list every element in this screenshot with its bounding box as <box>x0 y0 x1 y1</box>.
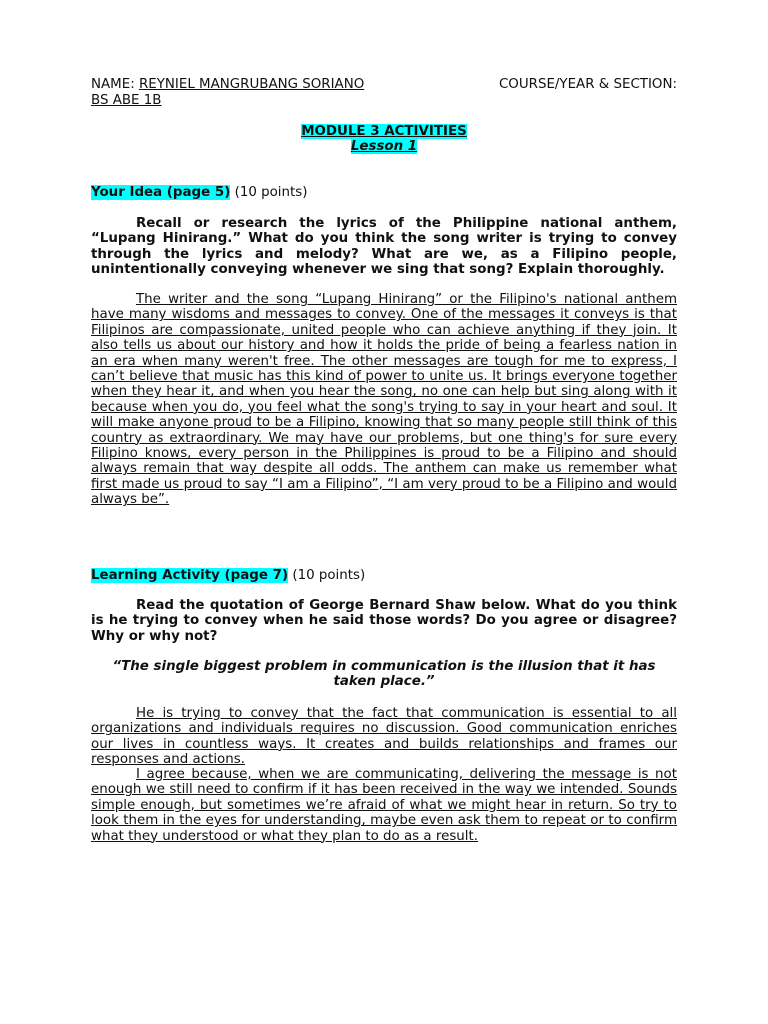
section2-heading: Learning Activity (page 7) <box>91 568 289 583</box>
section1-points: (10 points) <box>234 185 308 200</box>
section2-heading-row <box>91 568 677 583</box>
section1-question: Recall or research the lyrics of the Philippine national anthem, “Lupang Hinirang.” What do you think the song writer is trying to convey through the lyrics and melody? What are we, as a Filipino people, unintentionally conveying whenever we sing that song? Explain thoroughly. <box>91 216 677 278</box>
section1-heading-row <box>91 185 677 200</box>
shaw-quote: “The single biggest problem in communication is the illusion that it has taken place.” <box>112 659 656 690</box>
name-label: NAME: <box>91 77 135 92</box>
course-value: BS ABE 1B <box>91 93 162 108</box>
section2-question: Read the quotation of George Bernard Shaw below. What do you think is he trying to convey when he said those words? Do you agree or disagree? Why or why not? <box>91 598 677 644</box>
name-value: REYNIEL MANGRUBANG SORIANO <box>138 77 365 92</box>
section1-answer: The writer and the song “Lupang Hinirang” or the Filipino's national anthem have many wisdoms and messages to convey. One of the messages it conveys is that Filipinos are compassionate, united people who can achieve anything if they join. It also tells us about our history and how it holds the pride of being a fearless nation in an era when many weren't free. The other messages are tough for me to express, I can’t believe that music has this kind of power to unite us. It brings everyone together when they hear it, and when you hear the song, no one can help but sing along with it because when you do, you feel what the song's trying to say in your heart and soul. It will make anyone proud to be a Filipino, knowing that so many people still think of this country as extraordinary. We may have our problems, but one thing's for sure every Filipino knows, every person in the Philippines is proud to be a Filipino and should always remain that way despite all odds. The anthem can make us remember what first made us proud to say “I am a Filipino”, “I am very proud to be a Filipino and would always be”. <box>91 292 677 508</box>
course-label: COURSE/YEAR & SECTION: <box>498 77 677 92</box>
section2-answer-2: I agree because, when we are communicating, delivering the message is not enough we still need to confirm if it has been received in the way we intended. Sounds simple enough, but sometimes we’re afraid of what we might hear in return. So try to look them in the eyes for understanding, maybe even ask them to repeat or to confirm what they understood or what they plan to do as a result. <box>91 767 677 844</box>
student-header <box>91 77 677 108</box>
section2-answer-1: He is trying to convey that the fact that communication is essential to all organizations and individuals requires no discussion. Good communication enriches our lives in countless ways. It creates and builds relationships and frames our responses and actions. <box>91 706 677 768</box>
section2-points: (10 points) <box>292 568 366 583</box>
lesson-title: Lesson 1 <box>350 139 418 155</box>
document-title <box>91 124 677 155</box>
module-title: MODULE 3 ACTIVITIES <box>301 124 467 139</box>
section1-heading: Your Idea (page 5) <box>91 185 231 200</box>
